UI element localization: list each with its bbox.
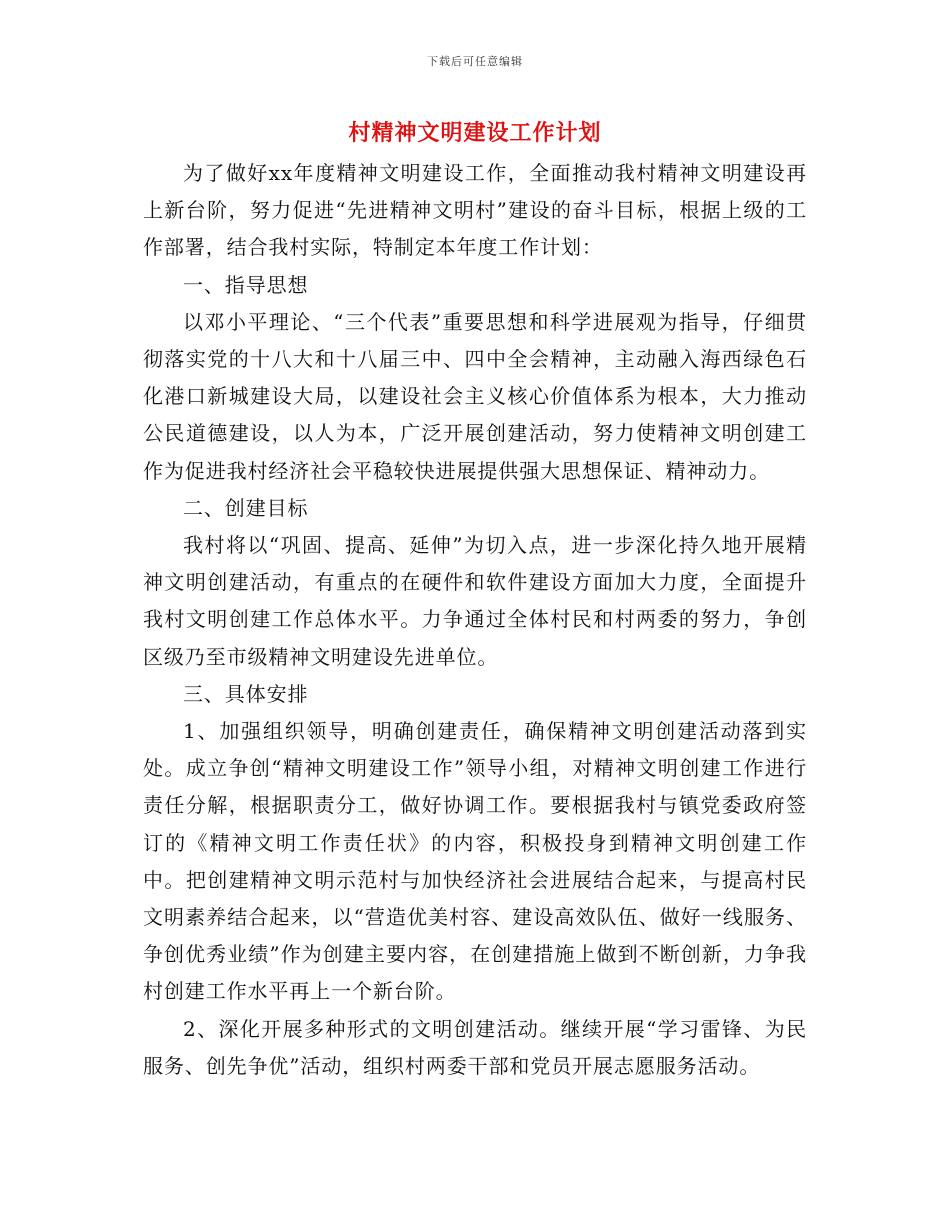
- section-heading-arrangements: 三、具体安排: [183, 681, 309, 706]
- guiding-ideology-paragraph: 以邓小平理论、“三个代表”重要思想和科学进展观为指导，仔细贯彻落实党的十八大和十八届三中、四中全会精神，主动融入海西绿色石化港口新城建设大局，以建设社会主义核心价值体系为根本，大力推动公民道德建设，以人为本，广泛开展创建活动，努力使精神文明创建工作为促进我村经济社会平稳较快进展提供强大思想保证、精神动力。: [143, 309, 807, 483]
- section-heading-guiding-ideology: 一、指导思想: [183, 272, 309, 297]
- page-header-note: 下载后可任意编辑: [427, 55, 523, 68]
- section-heading-goals: 二、创建目标: [183, 495, 309, 520]
- document-title: 村精神文明建设工作计划: [348, 120, 602, 146]
- goals-paragraph: 我村将以“巩固、提高、延伸”为切入点，进一步深化持久地开展精神文明创建活动，有重点的在硬件和软件建设方面加大力度，全面提升我村文明创建工作总体水平。力争通过全体村民和村两委的努力，争创区级乃至市级精神文明建设先进单位。: [143, 533, 807, 669]
- document-body: [143, 155, 807, 1085]
- intro-paragraph: 为了做好xx年度精神文明建设工作，全面推动我村精神文明建设再上新台阶，努力促进“先进精神文明村”建设的奋斗目标，根据上级的工作部署，结合我村实际，特制定本年度工作计划：: [143, 161, 807, 260]
- arrangement-item-1: 1、加强组织领导，明确创建责任，确保精神文明创建活动落到实处。成立争创“精神文明建设工作”领导小组，对精神文明创建工作进行责任分解，根据职责分工，做好协调工作。要根据我村与镇党委政府签订的《精神文明工作责任状》的内容，积极投身到精神文明创建工作中。把创建精神文明示范村与加快经济社会进展结合起来，与提高村民文明素养结合起来，以“营造优美村容、建设高效队伍、做好一线服务、争创优秀业绩”作为创建主要内容，在创建措施上做到不断创新，力争我村创建工作水平再上一个新台阶。: [143, 719, 807, 1004]
- arrangement-item-2: 2、深化开展多种形式的文明创建活动。继续开展“学习雷锋、为民服务、创先争优”活动，组织村两委干部和党员开展志愿服务活动。: [143, 1016, 807, 1078]
